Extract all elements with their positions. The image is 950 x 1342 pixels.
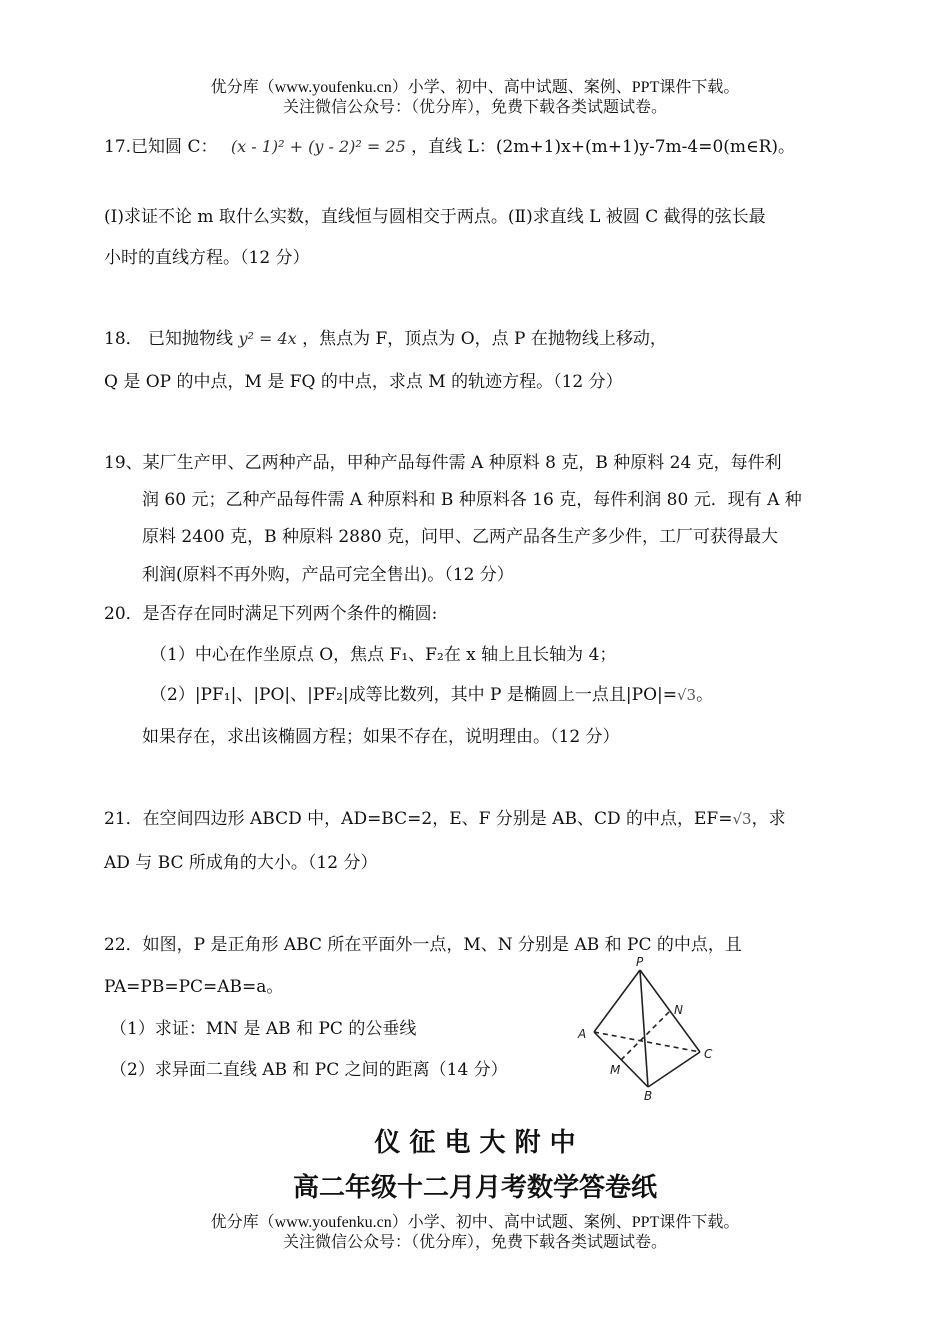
header-line-2: 关注微信公众号：（优分库），免费下载各类试题试卷。 bbox=[282, 99, 667, 116]
q17-line-2: (Ⅰ)求证不论 m 取什么实数，直线恒与圆相交于两点。(Ⅱ)求直线 L 被圆 C 截得的弦长最 bbox=[104, 207, 766, 227]
label-m: M bbox=[610, 1063, 621, 1077]
q19-line-4: 利润(原料不再外购，产品可完全售出)。（12 分） bbox=[142, 565, 514, 585]
edge-bc bbox=[648, 1052, 700, 1087]
q21-text: 21．在空间四边形 ABCD 中，AD=BC=2，E、F 分别是 AB、CD 的中点，EF= bbox=[104, 809, 733, 829]
edge-pb bbox=[640, 970, 648, 1087]
q19-line-3: 原料 2400 克，B 种原料 2880 克，问甲、乙两产品各生产多少件，工厂可获得最大 bbox=[142, 527, 779, 547]
header-line-1: 优分库（www.youfenku.cn）小学、初中、高中试题、案例、PPT课件下载。 bbox=[210, 79, 740, 96]
footer-line-2: 关注微信公众号：（优分库），免费下载各类试题试卷。 bbox=[282, 1234, 667, 1251]
q19-line-2: 润 60 元；乙种产品每件需 A 种原料和 B 种原料各 16 克，每件利润 80 元．现有 A 种 bbox=[142, 490, 802, 510]
q21-sqrt3: √3 bbox=[732, 810, 752, 828]
tetrahedron-figure bbox=[570, 952, 720, 1102]
label-p: P bbox=[636, 955, 644, 969]
answer-sheet-title: 高二年级十二月月考数学答卷纸 bbox=[292, 1173, 657, 1203]
label-a: A bbox=[578, 1027, 587, 1041]
q20-cond2-text: （2）|PF₁|、|PO|、|PF₂|成等比数列，其中 P 是椭圆上一点且|PO|= bbox=[150, 685, 677, 705]
q18-line-1 bbox=[104, 324, 667, 349]
edge-pa bbox=[594, 970, 640, 1032]
q17-prefix: 17.已知圆 C： bbox=[104, 137, 218, 157]
q18-parabola-formula: y² = 4x bbox=[238, 329, 297, 348]
q22-line-2: PA=PB=PC=AB=a。 bbox=[104, 977, 284, 997]
q22-line-1: 22．如图，P 是正角形 ABC 所在平面外一点，M、N 分别是 AB 和 PC 的中点，且 bbox=[104, 935, 742, 955]
q20-sqrt3: √3 bbox=[676, 686, 697, 704]
footer-line-1: 优分库（www.youfenku.cn）小学、初中、高中试题、案例、PPT课件下载。 bbox=[210, 1214, 740, 1231]
q20-line-1: 20．是否存在同时满足下列两个条件的椭圆: bbox=[104, 604, 438, 624]
q20-line-4: 如果存在，求出该椭圆方程；如果不存在，说明理由。（12 分） bbox=[142, 727, 620, 747]
q21-line-2: AD 与 BC 所成角的大小。（12 分） bbox=[104, 853, 378, 873]
q17-line-equation: ，直线 L：(2m+1)x+(m+1)y-7m-4=0(m∈R)。 bbox=[411, 137, 796, 157]
q21-end: ，求 bbox=[751, 809, 786, 829]
q17-circle-formula: (x - 1)² + (y - 2)² = 25 bbox=[230, 137, 406, 156]
label-c: C bbox=[704, 1047, 713, 1061]
school-name: 仪 征 电 大 附 中 bbox=[374, 1128, 576, 1158]
q18-suffix: ，焦点为 F，顶点为 O，点 P 在抛物线上移动， bbox=[302, 329, 667, 349]
q22-part-1: （1）求证：MN 是 AB 和 PC 的公垂线 bbox=[110, 1019, 417, 1039]
q21-line-1 bbox=[104, 804, 786, 829]
label-n: N bbox=[674, 1003, 683, 1017]
q17-line-3: 小时的直线方程。（12 分） bbox=[104, 248, 310, 268]
q17-line-1 bbox=[104, 132, 795, 157]
label-b: B bbox=[644, 1089, 653, 1102]
edge-pc bbox=[640, 970, 700, 1052]
q19-line-1: 19、某厂生产甲、乙两种产品，甲种产品每件需 A 种原料 8 克，B 种原料 24 克，每件利 bbox=[104, 453, 782, 473]
q22-part-2: （2）求异面二直线 AB 和 PC 之间的距离（14 分） bbox=[110, 1060, 508, 1080]
q18-line-2: Q 是 OP 的中点，M 是 FQ 的中点，求点 M 的轨迹方程。（12 分） bbox=[104, 372, 623, 392]
q20-condition-1: （1）中心在作坐原点 O，焦点 F₁、F₂在 x 轴上且长轴为 4； bbox=[150, 645, 617, 665]
q20-cond2-end: 。 bbox=[696, 685, 714, 705]
q20-condition-2 bbox=[150, 680, 713, 705]
q18-prefix: 18． 已知抛物线 bbox=[104, 329, 234, 349]
